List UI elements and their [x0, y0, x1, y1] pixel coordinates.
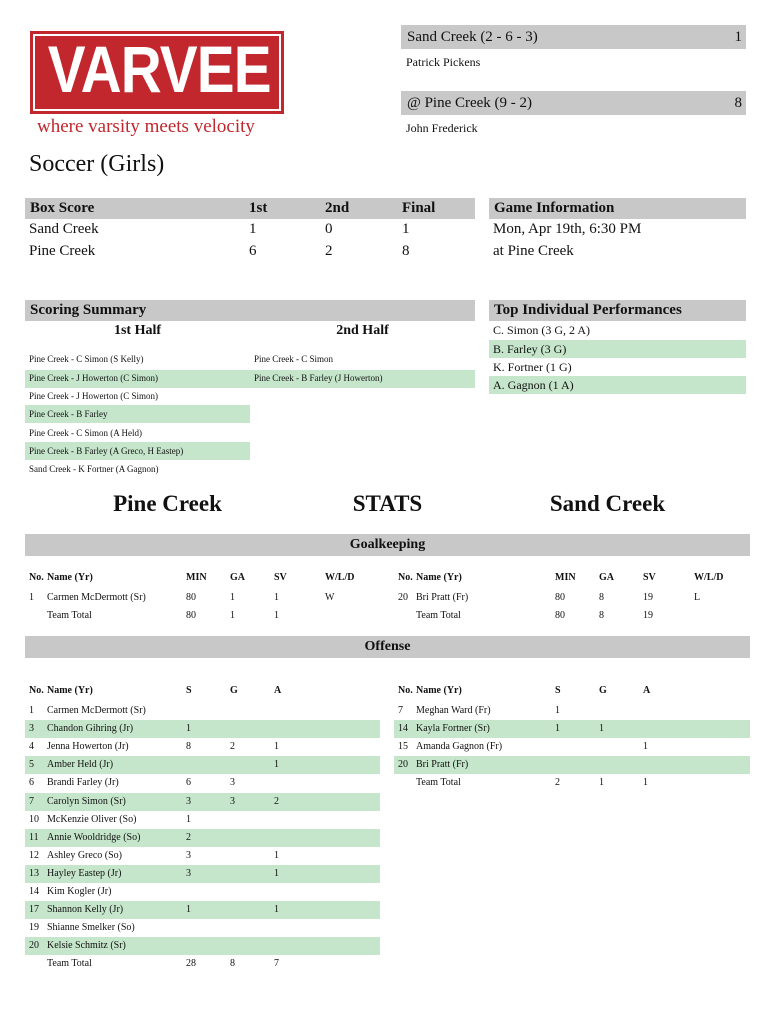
col-header: GA — [599, 572, 614, 583]
player-name: Jenna Howerton (Jr) — [47, 741, 129, 753]
performance-item: A. Gagnon (1 A) — [493, 378, 574, 392]
game-info-header: Game Information — [489, 198, 746, 219]
col-header: A — [274, 685, 282, 696]
stat-sv: 19 — [643, 592, 653, 603]
col-header: S — [555, 685, 561, 696]
col-header: W/L/D — [694, 572, 724, 583]
player-name: Amanda Gagnon (Fr) — [416, 741, 503, 753]
col-header: MIN — [186, 572, 207, 583]
away-team-score: 1 — [734, 29, 742, 45]
col-header: GA — [230, 572, 245, 583]
stat-shots: 3 — [186, 795, 191, 807]
scoring-item: Pine Creek - C Simon — [254, 354, 333, 364]
box-team: Sand Creek — [29, 221, 99, 237]
box-value: 6 — [249, 243, 257, 259]
away-coach: Patrick Pickens — [406, 55, 481, 69]
player-number: 13 — [29, 867, 39, 879]
box-value: 1 — [249, 221, 257, 237]
stat-ga: 8 — [599, 592, 604, 603]
scoring-item: Pine Creek - J Howerton (C Simon) — [29, 391, 158, 401]
player-number: 20 — [29, 940, 39, 952]
player-number: 15 — [398, 741, 408, 753]
player-name: Hayley Eastep (Jr) — [47, 867, 122, 879]
player-name: Kelsie Schmitz (Sr) — [47, 940, 126, 952]
stat-assists: 1 — [274, 741, 279, 753]
player-name: Team Total — [47, 610, 92, 621]
first-half-label: 1st Half — [113, 323, 162, 338]
player-name: McKenzie Oliver (So) — [47, 813, 137, 825]
player-number: 20 — [398, 759, 408, 771]
stat-assists: 1 — [274, 867, 279, 879]
stat-shots: 28 — [186, 958, 196, 970]
box-score-header — [25, 198, 475, 219]
player-name: Ashley Greco (So) — [47, 849, 122, 861]
player-number: 14 — [29, 886, 39, 897]
col-header: G — [230, 685, 238, 696]
player-number: 11 — [29, 831, 39, 843]
stat-wld: W — [325, 592, 335, 603]
stat-sv: 1 — [274, 610, 279, 621]
stat-shots: 3 — [186, 867, 191, 879]
stat-assists: 1 — [274, 904, 279, 916]
stat-goals: 2 — [230, 741, 235, 753]
stat-shots: 1 — [186, 904, 191, 916]
stat-ga: 1 — [230, 592, 235, 603]
stat-shots: 1 — [555, 723, 560, 735]
col-header: No. — [29, 572, 44, 583]
player-number: 7 — [398, 705, 403, 716]
col-header: Name (Yr) — [47, 685, 93, 696]
stat-shots: 2 — [186, 831, 191, 843]
stat-assists: 1 — [274, 759, 279, 771]
stat-shots: 1 — [555, 705, 560, 716]
player-name: Carolyn Simon (Sr) — [47, 795, 126, 807]
player-name: Shannon Kelly (Jr) — [47, 904, 124, 916]
scoring-item: Sand Creek - K Fortner (A Gagnon) — [29, 464, 159, 474]
home-team-name: @ Pine Creek (9 - 2) — [407, 95, 533, 111]
away-team-bar — [401, 25, 746, 49]
away-team-name: Sand Creek (2 - 6 - 3) — [407, 29, 538, 45]
stat-min: 80 — [555, 610, 565, 621]
player-name: Team Total — [47, 958, 92, 970]
col-header: Name (Yr) — [416, 572, 462, 583]
player-name: Kayla Fortner (Sr) — [416, 723, 490, 735]
stat-min: 80 — [186, 610, 196, 621]
scoring-item: Pine Creek - B Farley (J Howerton) — [254, 373, 383, 383]
player-name: Team Total — [416, 777, 461, 789]
stat-assists: 2 — [274, 795, 279, 807]
stat-min: 80 — [186, 592, 196, 603]
stat-goals: 3 — [230, 777, 235, 789]
player-number: 12 — [29, 849, 39, 861]
player-name: Carmen McDermott (Sr) — [47, 592, 146, 603]
home-team-score: 8 — [734, 95, 742, 111]
player-number: 1 — [29, 705, 34, 716]
stat-wld: L — [694, 592, 701, 603]
col-header: S — [186, 685, 192, 696]
box-score-title: Box Score — [30, 200, 95, 216]
player-name: Annie Wooldridge (So) — [47, 831, 141, 843]
player-name: Chandon Gihring (Jr) — [47, 723, 134, 735]
player-number: 14 — [398, 723, 408, 735]
player-number: 19 — [29, 922, 39, 934]
logo-tagline: where varsity meets velocity — [37, 116, 255, 137]
box-col-final: Final — [402, 200, 436, 216]
player-number: 17 — [29, 904, 39, 916]
player-name: Shianne Smelker (So) — [47, 922, 135, 934]
player-name: Carmen McDermott (Sr) — [47, 705, 146, 716]
player-name: Team Total — [416, 610, 461, 621]
col-header: SV — [274, 572, 287, 583]
scoring-summary-header: Scoring Summary — [25, 300, 475, 321]
goalkeeping-header: Goalkeeping — [25, 534, 750, 556]
game-info-location: at Pine Creek — [493, 243, 574, 259]
box-value: 8 — [402, 243, 410, 259]
col-header: Name (Yr) — [47, 572, 93, 583]
box-team: Pine Creek — [29, 243, 96, 259]
stat-min: 80 — [555, 592, 565, 603]
box-value: 1 — [402, 221, 410, 237]
stat-shots: 3 — [186, 849, 191, 861]
top-performances-header: Top Individual Performances — [489, 300, 746, 321]
col-header: MIN — [555, 572, 576, 583]
stats-left-team: Pine Creek — [113, 491, 222, 516]
performance-item: K. Fortner (1 G) — [493, 360, 572, 374]
performance-item: C. Simon (3 G, 2 A) — [493, 323, 591, 337]
box-col-1st: 1st — [249, 200, 268, 216]
player-number: 4 — [29, 741, 34, 753]
player-name: Bri Pratt (Fr) — [416, 592, 469, 603]
player-number: 3 — [29, 723, 34, 735]
player-number: 5 — [29, 759, 34, 771]
scoring-item: Pine Creek - J Howerton (C Simon) — [29, 373, 158, 383]
logo-text: VARVEE — [47, 32, 271, 106]
col-header: G — [599, 685, 607, 696]
player-name: Bri Pratt (Fr) — [416, 759, 469, 771]
scoring-item: Pine Creek - C Simon (S Kelly) — [29, 354, 144, 364]
col-header: Name (Yr) — [416, 685, 462, 696]
stat-goals: 3 — [230, 795, 235, 807]
sport-title: Soccer (Girls) — [29, 151, 165, 177]
stat-shots: 2 — [555, 777, 560, 789]
stats-title: STATS — [352, 491, 423, 516]
stat-ga: 8 — [599, 610, 604, 621]
offense-header: Offense — [25, 636, 750, 658]
home-team-bar — [401, 91, 746, 115]
stat-goals: 1 — [599, 723, 604, 735]
stat-shots: 1 — [186, 813, 191, 825]
varvee-logo — [30, 31, 284, 114]
scoring-item: Pine Creek - B Farley — [29, 409, 108, 419]
player-number: 1 — [29, 592, 34, 603]
scoring-item: Pine Creek - C Simon (A Held) — [29, 428, 142, 438]
stat-assists: 1 — [643, 777, 648, 789]
scoring-item: Pine Creek - B Farley (A Greco, H Eastep) — [29, 446, 184, 456]
stat-shots: 6 — [186, 777, 191, 789]
stat-sv: 19 — [643, 610, 653, 621]
stat-sv: 1 — [274, 592, 279, 603]
player-number: 20 — [398, 592, 408, 603]
col-header: No. — [398, 572, 413, 583]
player-name: Amber Held (Jr) — [47, 759, 114, 771]
player-name: Brandi Farley (Jr) — [47, 777, 119, 789]
col-header: SV — [643, 572, 656, 583]
player-name: Kim Kogler (Jr) — [47, 886, 112, 897]
col-header: W/L/D — [325, 572, 355, 583]
stat-ga: 1 — [230, 610, 235, 621]
stat-shots: 1 — [186, 723, 191, 735]
col-header: No. — [29, 685, 44, 696]
stat-shots: 8 — [186, 741, 191, 753]
performance-item: B. Farley (3 G) — [493, 342, 567, 356]
game-info-datetime: Mon, Apr 19th, 6:30 PM — [493, 221, 642, 237]
stat-goals: 1 — [599, 777, 604, 789]
col-header: No. — [398, 685, 413, 696]
stat-assists: 7 — [274, 958, 279, 970]
box-col-2nd: 2nd — [325, 200, 350, 216]
second-half-label: 2nd Half — [336, 323, 389, 338]
player-number: 10 — [29, 813, 39, 825]
stat-assists: 1 — [643, 741, 648, 753]
player-number: 7 — [29, 795, 34, 807]
col-header: A — [643, 685, 651, 696]
box-value: 2 — [325, 243, 333, 259]
stats-right-team: Sand Creek — [549, 491, 666, 516]
box-value: 0 — [325, 221, 333, 237]
home-coach: John Frederick — [406, 121, 478, 135]
stat-assists: 1 — [274, 849, 279, 861]
stat-goals: 8 — [230, 958, 235, 970]
player-name: Meghan Ward (Fr) — [416, 705, 491, 716]
player-number: 6 — [29, 777, 34, 789]
